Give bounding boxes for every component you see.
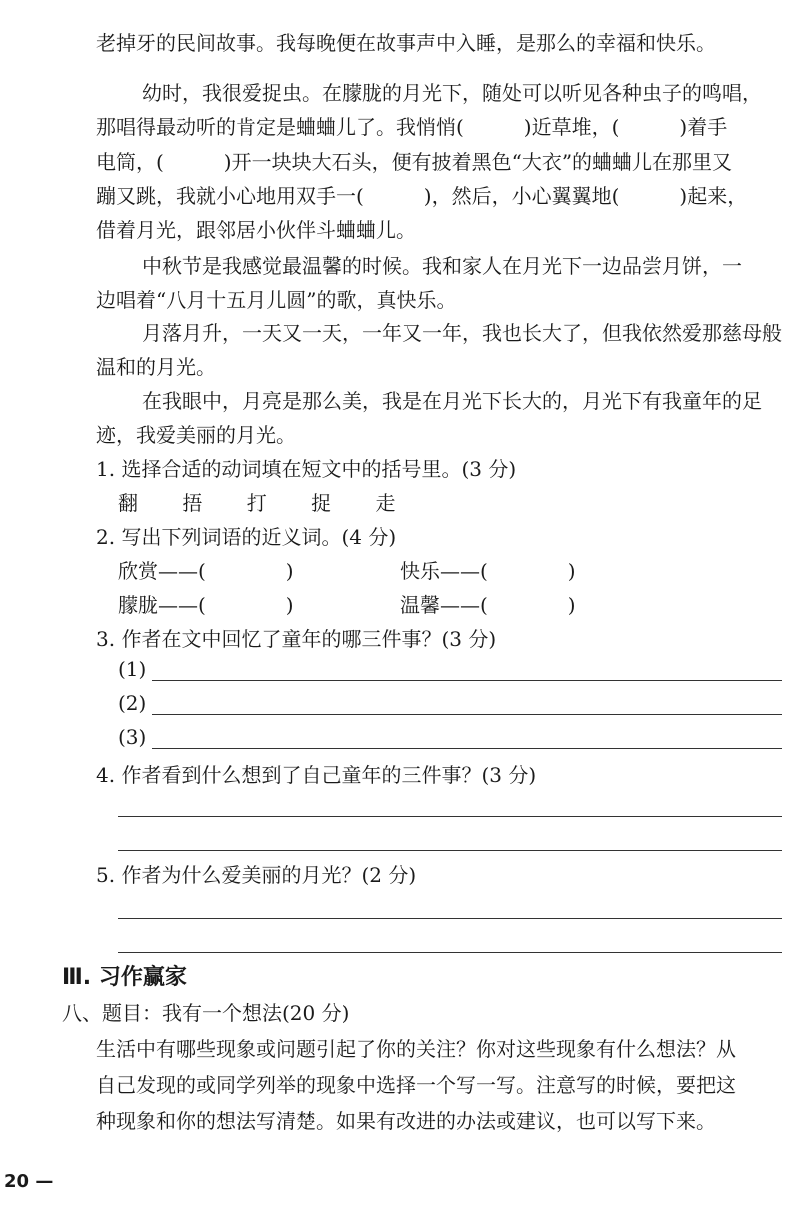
passage-line: 迹，我爱美丽的月光。: [96, 423, 296, 447]
passage-line: 那唱得最动听的肯定是蛐蛐儿了。我悄悄( )近草堆，( )着手: [96, 115, 728, 139]
question-2: 2. 写出下列词语的近义词。(4 分): [96, 525, 397, 549]
answer-line[interactable]: [152, 680, 782, 681]
word-bank: [118, 486, 433, 520]
answer-line[interactable]: [152, 748, 782, 749]
passage-line: 边唱着“八月十五月儿圆”的歌，真快乐。: [96, 288, 457, 312]
essay-instruction-line: 种现象和你的想法写清楚。如果有改进的办法或建议，也可以写下来。: [96, 1109, 716, 1133]
passage-line: 在我眼中，月亮是那么美，我是在月光下长大的，月光下有我童年的足: [142, 389, 762, 413]
essay-instruction-line: 生活中有哪些现象或问题引起了你的关注？你对这些现象有什么想法？从: [96, 1037, 736, 1061]
synonym-item[interactable]: 快乐——( ): [400, 559, 576, 583]
question-5: 5. 作者为什么爱美丽的月光？(2 分): [96, 863, 417, 887]
section-title: Ⅲ. 习作赢家: [62, 965, 187, 990]
answer-line[interactable]: [118, 918, 782, 919]
word-bank-item: 走: [375, 491, 396, 515]
answer-label: (3): [118, 725, 147, 749]
passage-line: 幼时，我很爱捉虫。在朦胧的月光下，随处可以听见各种虫子的鸣唱，: [142, 81, 762, 105]
answer-line[interactable]: [118, 816, 782, 817]
synonym-item[interactable]: 朦胧——( ): [118, 593, 294, 617]
answer-label: (1): [118, 657, 147, 681]
passage-line: 老掉牙的民间故事。我每晚便在故事声中入睡，是那么的幸福和快乐。: [96, 31, 716, 55]
passage-line: 借着月光，跟邻居小伙伴斗蛐蛐儿。: [96, 218, 416, 242]
word-bank-item: 捉: [311, 491, 332, 515]
answer-line[interactable]: [118, 952, 782, 953]
essay-instruction-line: 自己发现的或同学列举的现象中选择一个写一写。注意写的时候，要把这: [96, 1073, 736, 1097]
passage-line: 电筒，( )开一块块大石头，便有披着黑色“大衣”的蛐蛐儿在那里又: [96, 150, 733, 174]
page-number: 20 —: [4, 1171, 54, 1192]
question-4: 4. 作者看到什么想到了自己童年的三件事？(3 分): [96, 763, 537, 787]
passage-line: 月落月升，一天又一天，一年又一年，我也长大了，但我依然爱那慈母般: [142, 321, 782, 345]
word-bank-item: 捂: [182, 491, 203, 515]
passage-line: 温和的月光。: [96, 355, 216, 379]
answer-line[interactable]: [152, 714, 782, 715]
passage-line: 蹦又跳，我就小心地用双手一( )，然后，小心翼翼地( )起来，: [96, 184, 748, 208]
synonym-item[interactable]: 温馨——( ): [400, 593, 576, 617]
question-3: 3. 作者在文中回忆了童年的哪三件事？(3 分): [96, 627, 497, 651]
passage-line: 中秋节是我感觉最温馨的时候。我和家人在月光下一边品尝月饼，一: [142, 254, 742, 278]
essay-heading: 八、题目：我有一个想法(20 分): [62, 1001, 350, 1025]
answer-line[interactable]: [118, 850, 782, 851]
word-bank-item: 打: [246, 491, 267, 515]
word-bank-item: 翻: [118, 491, 138, 515]
synonym-item[interactable]: 欣赏——( ): [118, 559, 294, 583]
answer-label: (2): [118, 691, 147, 715]
question-1: 1. 选择合适的动词填在短文中的括号里。(3 分): [96, 457, 517, 481]
